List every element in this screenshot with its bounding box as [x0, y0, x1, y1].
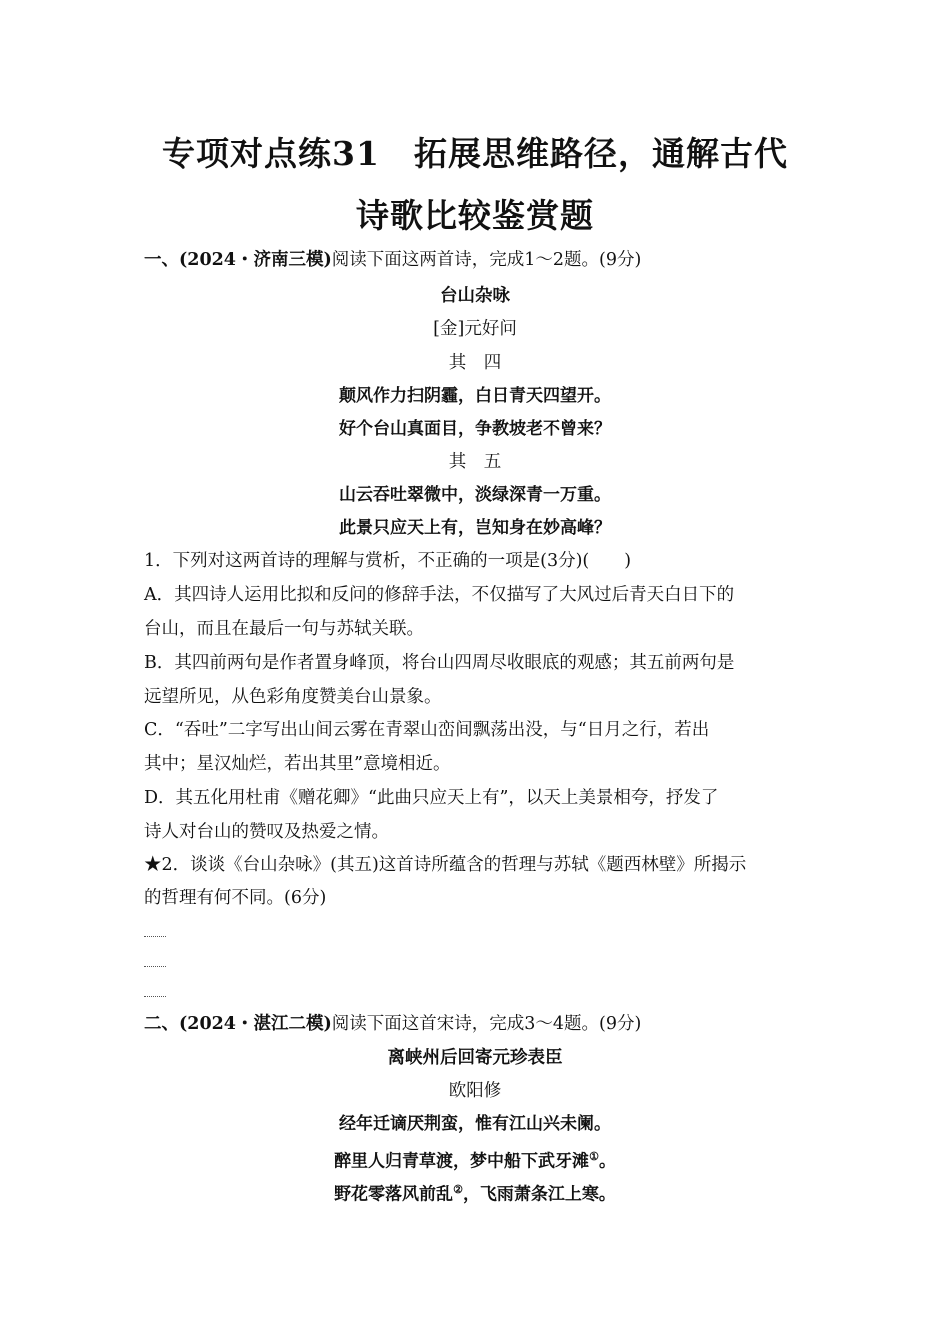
answer-line-2[interactable]	[144, 966, 166, 967]
section1-instruction: 阅读下面这两首诗，完成1～2题。(9分)	[331, 250, 642, 270]
poem2-line-1: 经年迁谪厌荆蛮，惟有江山兴未阑。	[339, 1114, 611, 1134]
poem2-line-2-end: 。	[598, 1151, 616, 1172]
poem2-line-3-text: 野花零落风前乱	[334, 1184, 454, 1205]
option-b-line-1: B．其四前两句是作者置身峰顶，将台山四周尽收眼底的观感；其五前两句是	[144, 653, 735, 673]
poem1-author: [金]元好问	[433, 319, 517, 339]
option-a-line-2: 台山，而且在最后一句与苏轼关联。	[144, 619, 424, 639]
poem1-part5-label: 其 五	[448, 452, 502, 472]
footnote-mark-1: ①	[589, 1150, 599, 1163]
footnote-mark-2: ②	[453, 1183, 463, 1196]
poem2-title: 离峡州后回寄元珍表臣	[387, 1048, 563, 1068]
answer-line-3[interactable]	[144, 996, 166, 997]
option-b-line-2: 远望所见，从色彩角度赞美台山景象。	[144, 687, 442, 707]
page-title-line-2: 诗歌比较鉴赏题	[356, 196, 594, 235]
option-d-line-2: 诗人对台山的赞叹及热爱之情。	[144, 822, 389, 842]
answer-line-1[interactable]	[144, 936, 166, 937]
option-c-line-1: C．“吞吐”二字写出山间云雾在青翠山峦间飘荡出没，与“日月之行，若出	[144, 720, 710, 740]
question-2-line-2: 的哲理有何不同。(6分)	[144, 888, 327, 908]
option-d-line-1: D．其五化用杜甫《赠花卿》“此曲只应天上有”，以天上美景相夸，抒发了	[144, 788, 719, 808]
poem1-part4-line-1: 颠风作力扫阴霾，白日青天四望开。	[339, 386, 611, 406]
poem1-part4-label: 其 四	[448, 353, 502, 373]
poem2-line-3	[0, 1178, 950, 1207]
section2-heading	[144, 1012, 809, 1036]
poem1-title: 台山杂咏	[440, 286, 510, 306]
poem2-author: 欧阳修	[448, 1081, 502, 1101]
question-1: 1．下列对这两首诗的理解与赏析，不正确的一项是(3分)( )	[144, 551, 632, 571]
poem1-part5-line-1: 山云吞吐翠微中，淡绿深青一万重。	[339, 485, 611, 505]
section2-instruction: 阅读下面这首宋诗，完成3～4题。(9分)	[331, 1014, 642, 1034]
poem1-part5-line-2: 此景只应天上有，岂知身在妙高峰？	[339, 518, 611, 538]
option-a-line-1: A．其四诗人运用比拟和反问的修辞手法，不仅描写了大风过后青天白日下的	[144, 585, 735, 605]
poem2-line-3-end: ，飞雨萧条江上寒。	[462, 1184, 616, 1205]
section1-heading	[144, 248, 809, 272]
section1-source: 一、(2024・济南三模)	[144, 250, 332, 270]
question-2-line-1: ★2．谈谈《台山杂咏》(其五)这首诗所蕴含的哲理与苏轼《题西林壁》所揭示	[144, 855, 747, 875]
section2-source: 二、(2024・湛江二模)	[144, 1014, 332, 1034]
page-title-line-1: 专项对点练31 拓展思维路径，通解古代	[162, 134, 788, 173]
poem2-line-2-text: 醉里人归青草渡，梦中船下武牙滩	[334, 1151, 590, 1172]
option-c-line-2: 其中；星汉灿烂，若出其里”意境相近。	[144, 754, 451, 774]
poem1-part4-line-2: 好个台山真面目，争教坡老不曾来？	[339, 419, 611, 439]
poem2-line-2	[0, 1145, 950, 1174]
